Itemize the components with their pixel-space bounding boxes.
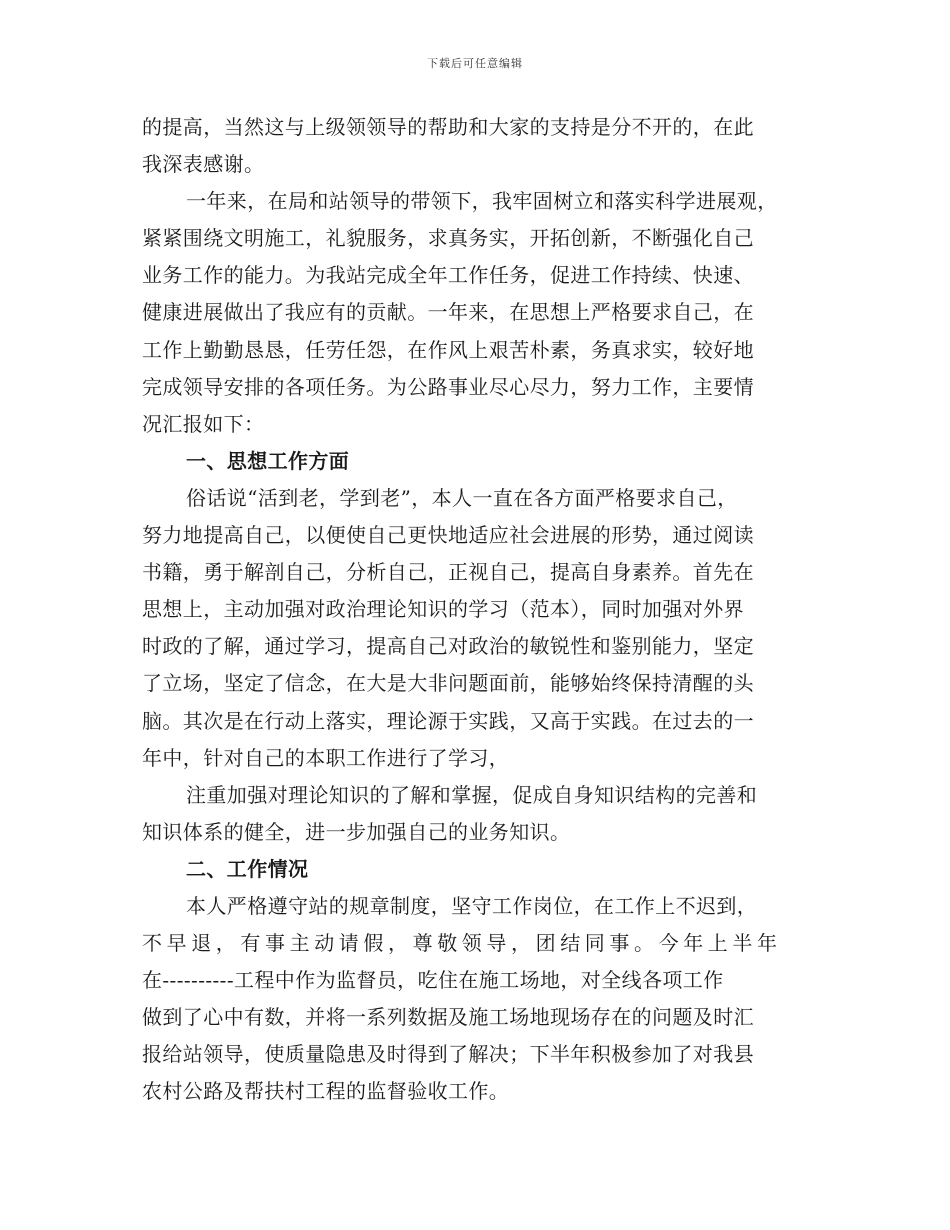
paragraph-line: 了立场，坚定了信念，在大是大非问题面前，能够始终保持清醒的头 — [142, 671, 754, 696]
section-heading: 一、思想工作方面 — [186, 448, 350, 473]
paragraph-line: 农村公路及帮扶村工程的监督验收工作。 — [142, 1079, 510, 1104]
paragraph-line: 本人严格遵守站的规章制度，坚守工作岗位，在工作上不迟到， — [186, 893, 758, 918]
paragraph-line: 报给站领导，使质量隐患及时得到了解决；下半年积极参加了对我县 — [142, 1042, 754, 1067]
page-header-note: 下载后可任意编辑 — [427, 57, 523, 70]
paragraph-line: 知识体系的健全，进一步加强自己的业务知识。 — [142, 819, 571, 844]
paragraph-line: 努力地提高自己，以便使自己更快地适应社会进展的形势，通过阅读 — [142, 523, 754, 548]
paragraph-line: 书籍，勇于解剖自己，分析自己，正视自己，提高自身素养。首先在 — [142, 560, 754, 585]
paragraph-line: 况汇报如下： — [142, 411, 265, 436]
paragraph-line: 时政的了解，通过学习，提高自己对政治的敏锐性和鉴别能力，坚定 — [142, 634, 754, 659]
paragraph-line: 思想上，主动加强对政治理论知识的学习（范本），同时加强对外界 — [142, 597, 744, 622]
paragraph-line: 完成领导安排的各项任务。为公路事业尽心尽力，努力工作，主要情 — [142, 374, 754, 399]
paragraph-line: 健康进展做出了我应有的贡献。一年来，在思想上严格要求自己，在 — [142, 300, 754, 325]
paragraph-line: 一年来，在局和站领导的带领下，我牢固树立和落实科学进展观， — [186, 189, 778, 214]
paragraph-line: 的提高，当然这与上级领领导的帮助和大家的支持是分不开的，在此 — [142, 115, 754, 139]
paragraph-line: 注重加强对理论知识的了解和掌握，促成自身知识结构的完善和 — [186, 782, 758, 807]
paragraph-line: 脑。其次是在行动上落实，理论源于实践，又高于实践。在过去的一 — [142, 708, 754, 733]
paragraph-line: 紧紧围绕文明施工，礼貌服务，求真务实，开拓创新，不断强化自己 — [142, 226, 754, 251]
paragraph-line: 在----------工程中作为监督员，吃住在施工场地，对全线各项工作 — [142, 968, 724, 993]
paragraph-line: 不早退，有事主动请假，尊敬领导，团结同事。今年上半年 — [142, 931, 782, 956]
paragraph-line: 俗话说“活到老，学到老”，本人一直在各方面严格要求自己， — [186, 485, 738, 510]
paragraph-line: 年中，针对自己的本职工作进行了学习， — [142, 745, 510, 770]
paragraph-line: 工作上勤勤恳恳，任劳任怨，在作风上艰苦朴素，务真求实，较好地 — [142, 337, 754, 362]
document-body — [142, 109, 832, 1111]
paragraph-line: 业务工作的能力。为我站完成全年工作任务，促进工作持续、快速、 — [142, 263, 754, 288]
section-heading: 二、工作情况 — [186, 856, 309, 881]
paragraph-line: 我深表感谢。 — [142, 152, 265, 177]
paragraph-line: 做到了心中有数，并将一系列数据及施工场地现场存在的问题及时汇 — [142, 1005, 754, 1030]
